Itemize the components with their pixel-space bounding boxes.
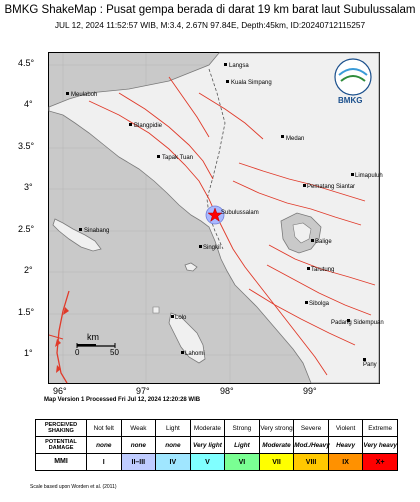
city-label: Lolo [175, 315, 187, 321]
lon-tick-label: 99° [303, 386, 317, 396]
city-label: Singkil [203, 245, 221, 251]
scale-note: Scale based upon Worden et al. (2011) [30, 484, 117, 490]
city-label: Meulaboh [71, 92, 98, 98]
city-label: Blangpidie [134, 123, 163, 129]
city-label: Tarutung [311, 267, 335, 273]
bmkg-logo-text: BMKG [338, 96, 363, 105]
city-label: Balige [315, 239, 332, 245]
legend-mmi-cell: IV [156, 454, 191, 471]
city-label: Pematang Siantar [307, 184, 356, 190]
city-label: Padang Sidempuan [331, 320, 384, 326]
legend-damage-cell: Heavy [328, 437, 363, 454]
legend-shaking-cell: Light [156, 420, 191, 437]
legend-shaking-cell: Extreme [363, 420, 398, 437]
city-label: Medan [286, 136, 305, 142]
lat-tick-label: 3° [24, 182, 33, 192]
city-label: Sibolga [309, 301, 330, 307]
city-label: Subulussalam [221, 210, 259, 216]
lat-tick-label: 3.5° [18, 141, 35, 151]
legend-mmi-cell: VI [225, 454, 260, 471]
legend-mmi-row [36, 454, 398, 471]
city-label: Tapak Tuan [162, 155, 194, 161]
legend-damage-cell: Very light [190, 437, 225, 454]
lon-tick-label: 96° [53, 386, 67, 396]
legend-shaking-row [36, 420, 398, 437]
scale-unit-label: km [87, 332, 99, 342]
legend-damage-cell: none [121, 437, 156, 454]
legend-mmi-cell: IX [328, 454, 363, 471]
city-label: Lahomi [185, 351, 205, 357]
legend-shaking-cell: Not felt [87, 420, 122, 437]
legend-mmi-cell: X+ [363, 454, 398, 471]
legend-damage-cell: Moderate [259, 437, 294, 454]
legend-mmi-cell: VII [259, 454, 294, 471]
lat-tick-label: 1° [24, 348, 33, 358]
legend-mmi-cell: I [87, 454, 122, 471]
legend-damage-row [36, 437, 398, 454]
legend-shaking-cell: Moderate [190, 420, 225, 437]
legend-mmi-cell: V [190, 454, 225, 471]
lon-tick-label: 97° [136, 386, 150, 396]
scale-end-label: 50 [110, 348, 119, 357]
legend-damage-cell: Mod./Heavy [294, 437, 329, 454]
legend-mmi-cell: VIII [294, 454, 329, 471]
shakemap[interactable] [48, 52, 384, 384]
legend-mmi-cell: II–III [121, 454, 156, 471]
lon-tick-label: 98° [220, 386, 234, 396]
legend-damage-cell: none [87, 437, 122, 454]
legend-shaking-cell: Weak [121, 420, 156, 437]
legend-damage-cell: Light [225, 437, 260, 454]
city-label: Limapuluh [355, 173, 383, 179]
lat-tick-label: 2° [24, 265, 33, 275]
legend-shaking-cell: Strong [225, 420, 260, 437]
city-label: Pany [363, 362, 377, 368]
legend-shaking-cell: Very strong [259, 420, 294, 437]
scale-start-label: 0 [75, 348, 80, 357]
city-label: Kuala Simpang [231, 80, 272, 86]
legend-shaking-cell: Severe [294, 420, 329, 437]
city-label: Langsa [229, 63, 249, 69]
legend-row-label: POTENTIAL DAMAGE [36, 437, 87, 454]
legend-damage-cell: none [156, 437, 191, 454]
legend-damage-cell: Very heavy [363, 437, 398, 454]
map-subtitle: JUL 12, 2024 11:52:57 WIB, M:3.4, 2.67N 97.84E, Depth:45km, ID:20240712115257 [54, 20, 366, 30]
map-version-line: Map Version 1 Processed Fri Jul 12, 2024 12:20:28 WIB [44, 397, 201, 403]
lat-tick-label: 4.5° [18, 58, 35, 68]
legend-row-label: PERCEIVED SHAKING [36, 420, 87, 437]
legend-row-label: MMI [36, 454, 87, 471]
city-label: Sinabang [84, 228, 110, 234]
map-canvas [49, 53, 384, 383]
small-island [153, 307, 159, 313]
lat-tick-label: 4° [24, 99, 33, 109]
legend-shaking-cell: Violent [328, 420, 363, 437]
lat-tick-label: 2.5° [18, 224, 35, 234]
intensity-legend [35, 419, 398, 471]
lat-tick-label: 1.5° [18, 307, 35, 317]
map-title: BMKG ShakeMap : Pusat gempa berada di darat 19 km barat laut Subulussalam [4, 4, 416, 16]
